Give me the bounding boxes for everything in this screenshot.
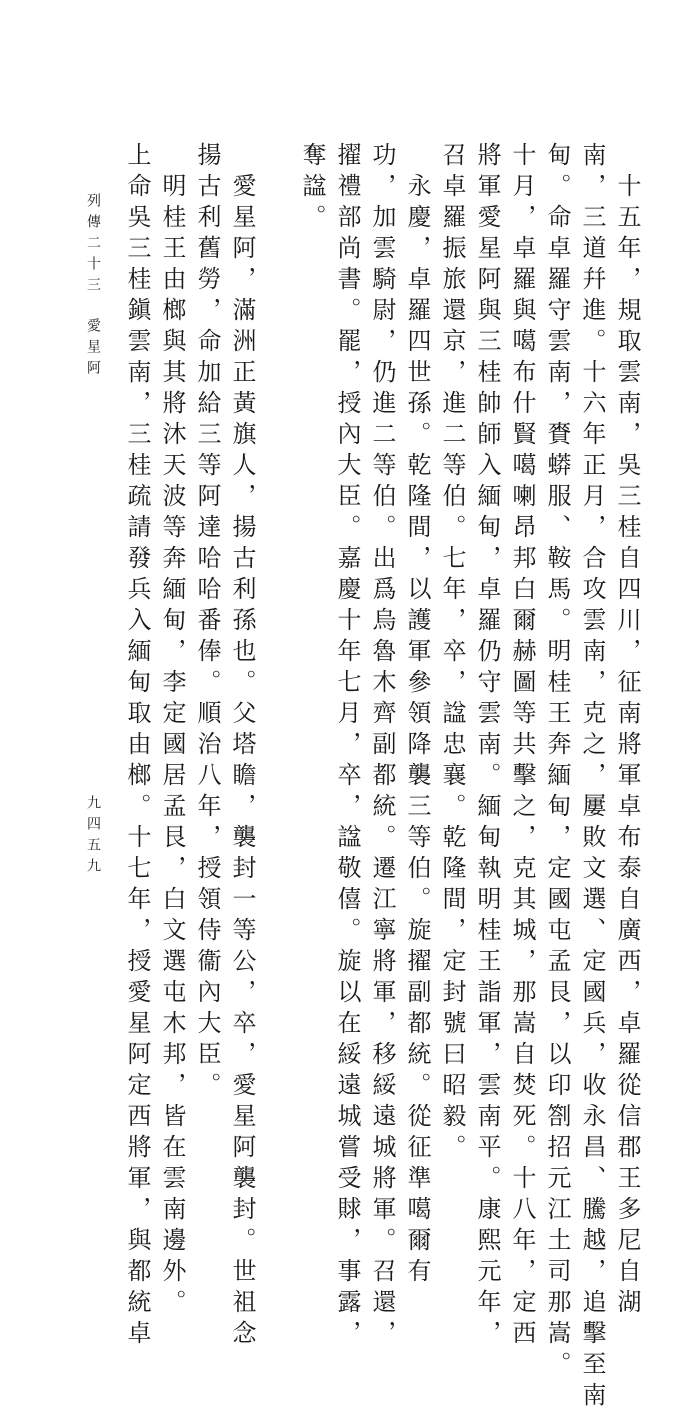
text-column: 將軍愛星阿與三桂帥師入緬甸，卓羅仍守雲南。緬甸執明桂王詣軍，雲南平。康熙元年， bbox=[473, 142, 501, 1351]
text-column: 十五年，規取雲南，吳三桂自四川，征南將軍卓布泰自廣西，卓羅從信郡王多尼自湖 bbox=[613, 142, 641, 1320]
text-column: 功，加雲騎尉，仍進二等伯。出爲烏魯木齊副都統。遷江寧將軍，移綏遠城將軍。召還， bbox=[368, 142, 396, 1351]
text-column: 十月，卓羅與噶布什賢噶喇昂邦白爾赫圖等共擊之，克其城，那嵩自焚死。十八年，定西 bbox=[508, 142, 536, 1351]
text-column: 明桂王由榔與其將沐天波等奔緬甸，李定國居孟艮，白文選屯木邦，皆在雲南邊外。 bbox=[158, 142, 186, 1320]
text-column: 愛星阿，滿洲正黃旗人，揚古利孫也。父塔瞻，襲封一等公，卒，愛星阿襲封。世祖念 bbox=[228, 142, 256, 1351]
page-number: 九四五九 bbox=[85, 795, 101, 879]
text-column: 揚古利舊勞，命加給三等阿達哈哈番俸。順治八年，授領侍衞內大臣。 bbox=[193, 142, 221, 1103]
text-column: 奪諡。 bbox=[298, 142, 326, 235]
text-column: 上命吳三桂鎭雲南，三桂疏請發兵入緬甸取由榔。十七年，授愛星阿定西將軍，與都統卓 bbox=[123, 142, 151, 1351]
chapter-header: 列傳二十三 bbox=[85, 193, 101, 298]
text-column: 擢禮部尚書。罷，授內大臣。嘉慶十年七月，卒，諡敬僖。旋以在綏遠城嘗受賕，事露， bbox=[333, 142, 361, 1351]
text-column: 永慶，卓羅四世孫。乾隆間，以護軍參領降襲三等伯。旋擢副都統。從征準噶爾有 bbox=[403, 142, 431, 1289]
text-column: 召卓羅振旅還京，進二等伯。七年，卒，諡忠襄。乾隆間，定封號曰昭毅。 bbox=[438, 142, 466, 1165]
text-column: 南，三道幷進。十六年正月，合攻雲南，克之，屢敗文選、定國兵，收永昌、騰越，追擊至南 bbox=[578, 142, 606, 1413]
text-column: 甸。命卓羅守雲南，賚蟒服、鞍馬。明桂王奔緬甸，定國屯孟艮，以印劄招元江土司那嵩。 bbox=[543, 142, 571, 1382]
biography-name: 愛星阿 bbox=[85, 318, 101, 381]
